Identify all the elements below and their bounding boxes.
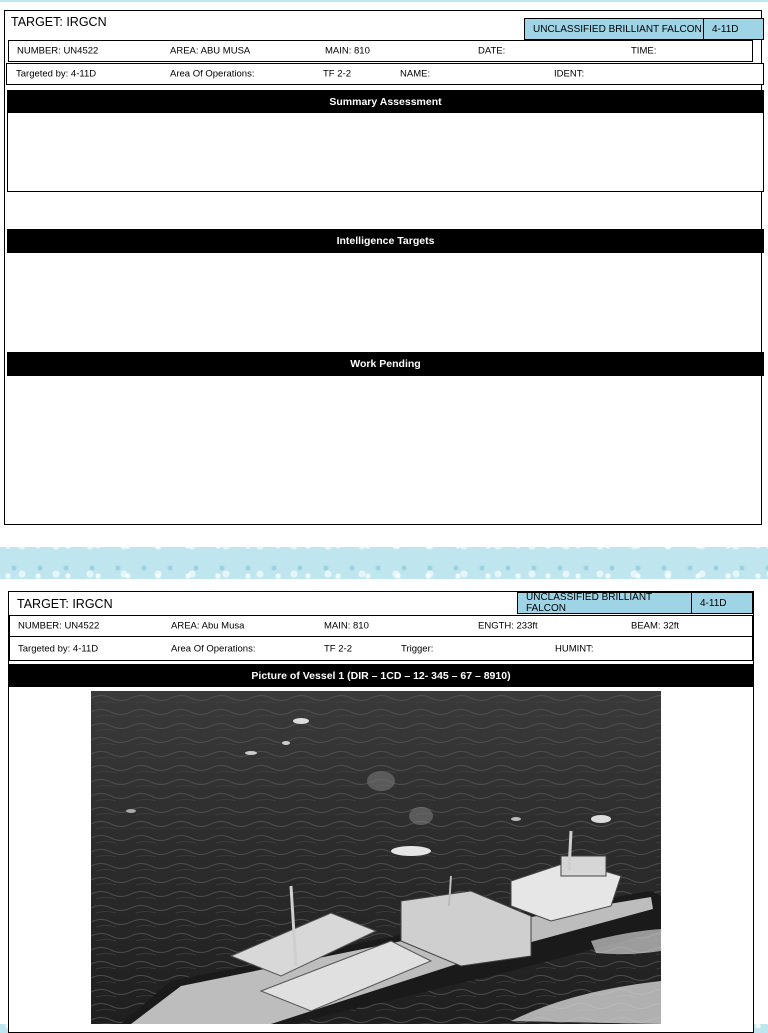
target-title: TARGET: IRGCN bbox=[17, 597, 113, 611]
beam-field: BEAM: 32ft bbox=[631, 620, 680, 632]
length-field: ENGTH: 233ft bbox=[478, 620, 538, 632]
sheet-frame bbox=[4, 10, 762, 525]
classification-badge: UNCLASSIFIED BRILLIANT FALCON bbox=[524, 18, 704, 40]
targeted-by-field: Targeted by: 4-11D bbox=[18, 643, 99, 654]
humint-field: HUMINT: bbox=[555, 643, 594, 654]
target-sheet-slide-2 bbox=[0, 579, 768, 1024]
work-pending-header: Work Pending bbox=[7, 352, 764, 376]
date-field: DATE: bbox=[478, 45, 506, 57]
main-field: MAIN: 810 bbox=[325, 45, 370, 57]
name-field: NAME: bbox=[400, 68, 431, 80]
classification-badge: UNCLASSIFIED BRILLIANT FALCON bbox=[517, 592, 692, 614]
tf-field: TF 2-2 bbox=[323, 68, 351, 80]
info-row-1 bbox=[9, 615, 753, 637]
trigger-field: Trigger: bbox=[401, 643, 434, 654]
target-title: TARGET: IRGCN bbox=[11, 15, 107, 29]
ident-field: IDENT: bbox=[554, 68, 585, 80]
area-field: AREA: ABU MUSA bbox=[170, 45, 251, 57]
area-of-operations-field: Area Of Operations: bbox=[170, 68, 255, 80]
intelligence-targets-header: Intelligence Targets bbox=[7, 229, 764, 253]
main-field: MAIN: 810 bbox=[324, 620, 369, 632]
time-field: TIME: bbox=[631, 45, 657, 57]
target-sheet-slide-1 bbox=[0, 2, 768, 547]
area-of-operations-field: Area Of Operations: bbox=[171, 643, 256, 654]
tf-field: TF 2-2 bbox=[324, 643, 352, 654]
summary-assessment-header: Summary Assessment bbox=[7, 90, 764, 113]
vessel-photo bbox=[91, 691, 661, 1024]
info-row-2 bbox=[9, 636, 753, 661]
number-field: NUMBER: UN4522 bbox=[18, 620, 100, 632]
info-row-2 bbox=[6, 63, 764, 85]
unit-badge: 4-11D bbox=[703, 18, 764, 40]
unit-badge: 4-11D bbox=[691, 592, 753, 614]
vessel-picture-header: Picture of Vessel 1 (DIR – 1CD – 12- 345 – 67 – 8910) bbox=[9, 664, 753, 687]
info-row-1 bbox=[8, 40, 753, 62]
targeted-by-field: Targeted by: 4-11D bbox=[16, 68, 97, 80]
area-field: AREA: Abu Musa bbox=[171, 620, 245, 632]
summary-assessment-body bbox=[7, 112, 764, 192]
number-field: NUMBER: UN4522 bbox=[17, 45, 99, 57]
